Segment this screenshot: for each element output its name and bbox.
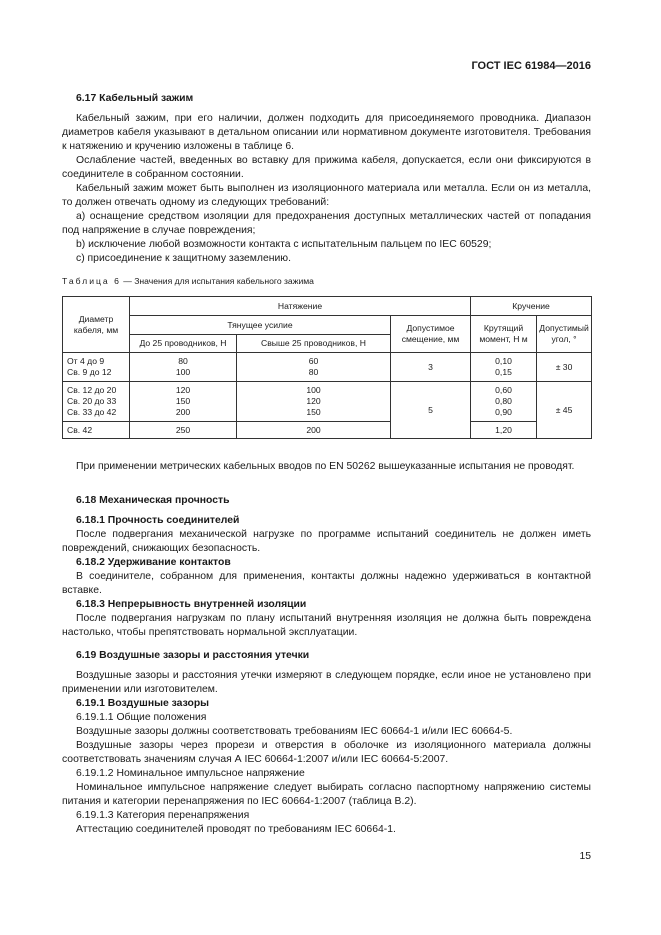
header-tension: Натяжение (130, 297, 471, 316)
section-title: 6.17 Кабельный зажим (76, 93, 194, 104)
header-upto25: До 25 проводников, Н (130, 335, 237, 353)
subsection-title: 6.18.1 Прочность соединителей (76, 515, 240, 526)
paragraph: Воздушные зазоры должны соответствовать требованиям IEC 60664-1 и/или IEC 60664-5. (76, 726, 513, 737)
subsubsection-title: 6.19.1.2 Номинальное импульсное напряжение (76, 768, 305, 779)
table-cell: ± 45 (537, 382, 592, 439)
list-item: c) присоединение к защитному заземлению. (76, 253, 291, 264)
table-cell: 80 100 (130, 353, 237, 382)
section-title: 6.19 Воздушные зазоры и расстояния утечки (76, 650, 310, 661)
subsection-title: 6.18.3 Непрерывность внутренней изоляции (76, 599, 307, 610)
section-title: 6.18 Механическая прочность (76, 495, 230, 506)
section-6-18 (62, 495, 591, 640)
table-cell: 0,10 0,15 (471, 353, 537, 382)
table-6-caption (62, 276, 591, 286)
page-number: 15 (579, 851, 591, 862)
metric-note (62, 460, 591, 474)
paragraph: Воздушные зазоры и расстояния утечки измеряют в следующем порядке, если иное не установлено при применении или изготовителем. (62, 670, 591, 695)
table-cell: Св. 42 (63, 422, 130, 439)
paragraph: Аттестацию соединителей проводят по требованиям IEC 60664-1. (76, 824, 396, 835)
table-cell: 5 (391, 382, 471, 439)
table-cell: 0,60 0,80 0,90 (471, 382, 537, 422)
paragraph: После подвергания нагрузкам по плану испытаний внутренняя изоляция не должна быть повреждена настолько, чтобы препятствовать нормальной эксплуатации. (62, 613, 591, 638)
standard-header: ГОСТ IEC 61984—2016 (471, 60, 591, 72)
subsection-title: 6.19.1 Воздушные зазоры (76, 698, 210, 709)
section-6-19 (62, 650, 591, 837)
table-cell: 3 (391, 353, 471, 382)
table-cell: ± 30 (537, 353, 592, 382)
paragraph: После подвергания механической нагрузке по программе испытаний соединитель не должен иметь повреждений, снижающих безопасность. (62, 529, 591, 554)
paragraph: Кабельный зажим, при его наличии, должен подходить для присоединяемого проводника. Диапазон диаметров кабеля указывают в детальном описании или нормативном документе изготовителя. Требования к натяжению и кручению изложены в таблице 6. (62, 113, 591, 152)
paragraph: Кабельный зажим может быть выполнен из изоляционного материала или металла. Если он из металла, то должен отвечать одному из следующих требований: (62, 183, 591, 208)
paragraph: В соединителе, собранном для применения, контакты должны надежно удерживаться в контактной вставке. (62, 571, 591, 596)
table-cell: 60 80 (237, 353, 391, 382)
list-item: b) исключение любой возможности контакта с испытательным пальцем по IEC 60529; (76, 239, 492, 250)
header-diameter: Диаметр кабеля, мм (63, 297, 130, 353)
caption-label: Таблица 6 (62, 276, 121, 286)
paragraph: Номинальное импульсное напряжение следует выбирать согласно паспортному напряжению системы питания и категории перенапряжения по IEC 60664-1:2007 (таблица В.2). (62, 782, 591, 807)
paragraph: Воздушные зазоры через прорези и отверстия в оболочке из изоляционного материала должны соответствовать значениям случая А IEC 60664-1:2007 и/или IEC 60664-5:2007. (62, 740, 591, 765)
table-cell: Св. 12 до 20 Св. 20 до 33 Св. 33 до 42 (63, 382, 130, 422)
table-cell: 100 120 150 (237, 382, 391, 422)
header-torsion: Кручение (471, 297, 592, 316)
table-cell: 250 (130, 422, 237, 439)
paragraph: Ослабление частей, введенных во вставку для прижима кабеля, допускается, если они фиксируются в соединителе в собранном состоянии. (62, 155, 591, 180)
table-6 (62, 296, 591, 439)
table-cell: 1,20 (471, 422, 537, 439)
caption-text: — Значения для испытания кабельного зажима (120, 276, 314, 286)
header-pull-force: Тянущее усилие (130, 316, 391, 335)
subsubsection-title: 6.19.1.3 Категория перенапряжения (76, 810, 250, 821)
subsubsection-title: 6.19.1.1 Общие положения (76, 712, 207, 723)
section-6-17 (62, 93, 591, 266)
table-cell: 200 (237, 422, 391, 439)
header-over25: Свыше 25 проводников, Н (237, 335, 391, 353)
table-cell: 120 150 200 (130, 382, 237, 422)
header-angle: Допустимый угол, ° (537, 316, 592, 353)
header-torque: Крутящий момент, Н м (471, 316, 537, 353)
paragraph: При применении метрических кабельных вводов по EN 50262 вышеуказанные испытания не проводят. (76, 461, 575, 472)
list-item: a) оснащение средством изоляции для предохранения доступных металлических частей от попадания под напряжение в случае повреждения; (62, 211, 591, 236)
header-displacement: Допустимое смещение, мм (391, 316, 471, 353)
table-cell: От 4 до 9 Св. 9 до 12 (63, 353, 130, 382)
subsection-title: 6.18.2 Удерживание контактов (76, 557, 231, 568)
